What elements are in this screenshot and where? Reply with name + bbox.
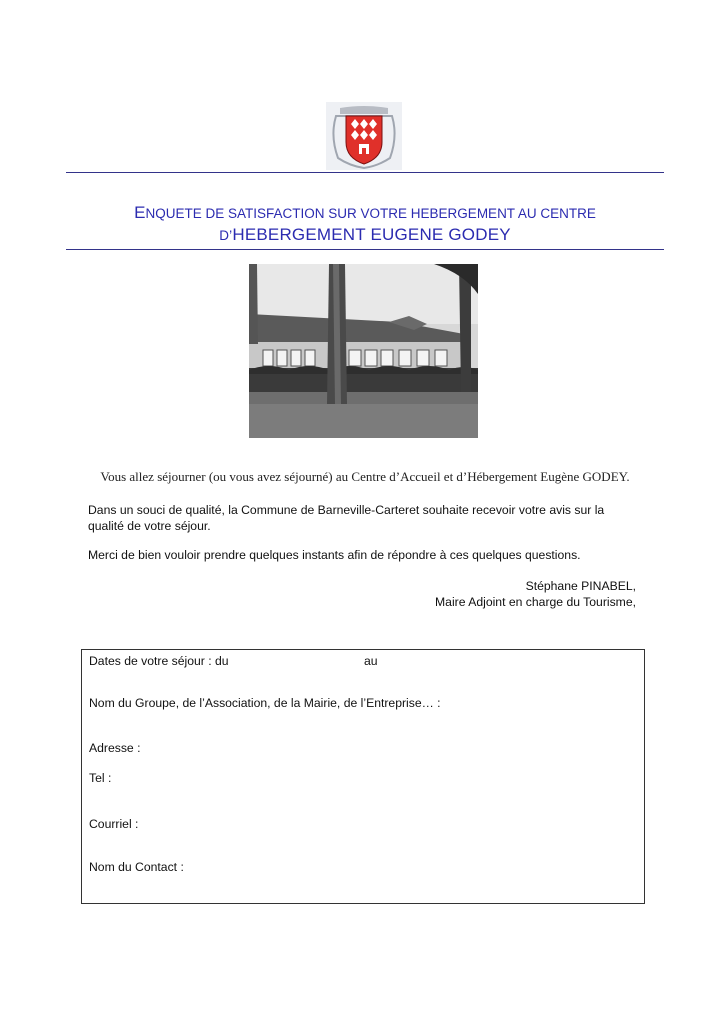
signature-name: Stéphane PINABEL,: [525, 579, 636, 593]
dates-label: Dates de votre séjour : du: [89, 654, 229, 668]
paragraph-thanks: Merci de bien vouloir prendre quelques instants afin de répondre à ces quelques questions.: [88, 548, 581, 562]
contact-label: Nom du Contact :: [89, 860, 184, 874]
document-title-line-2: D’HEBERGEMENT EUGENE GODEY: [219, 225, 511, 244]
address-label: Adresse :: [89, 741, 141, 755]
signature-role: Maire Adjoint en charge du Tourisme,: [435, 595, 636, 609]
survey-form-box: [81, 649, 645, 904]
intro-sentence: Vous allez séjourner (ou vous avez séjourné) au Centre d’Accueil et d’Hébergement Eugène GODEY.: [100, 469, 630, 484]
paragraph-quality: Dans un souci de qualité, la Commune de Barneville-Carteret souhaite recevoir votre avis sur la qualité de votre séjour.: [88, 503, 605, 533]
title-rule: [66, 249, 664, 250]
building-photo: [249, 264, 478, 438]
coat-of-arms-icon: [326, 102, 402, 170]
document-title-line-1: ENQUETE DE SATISFACTION SUR VOTRE HEBERGEMENT AU CENTRE: [134, 203, 596, 222]
group-label: Nom du Groupe, de l’Association, de la Mairie, de l’Entreprise… :: [89, 696, 441, 710]
dates-to-label: au: [364, 654, 378, 668]
email-label: Courriel :: [89, 817, 139, 831]
tel-label: Tel :: [89, 771, 112, 785]
header-rule: [66, 172, 664, 173]
